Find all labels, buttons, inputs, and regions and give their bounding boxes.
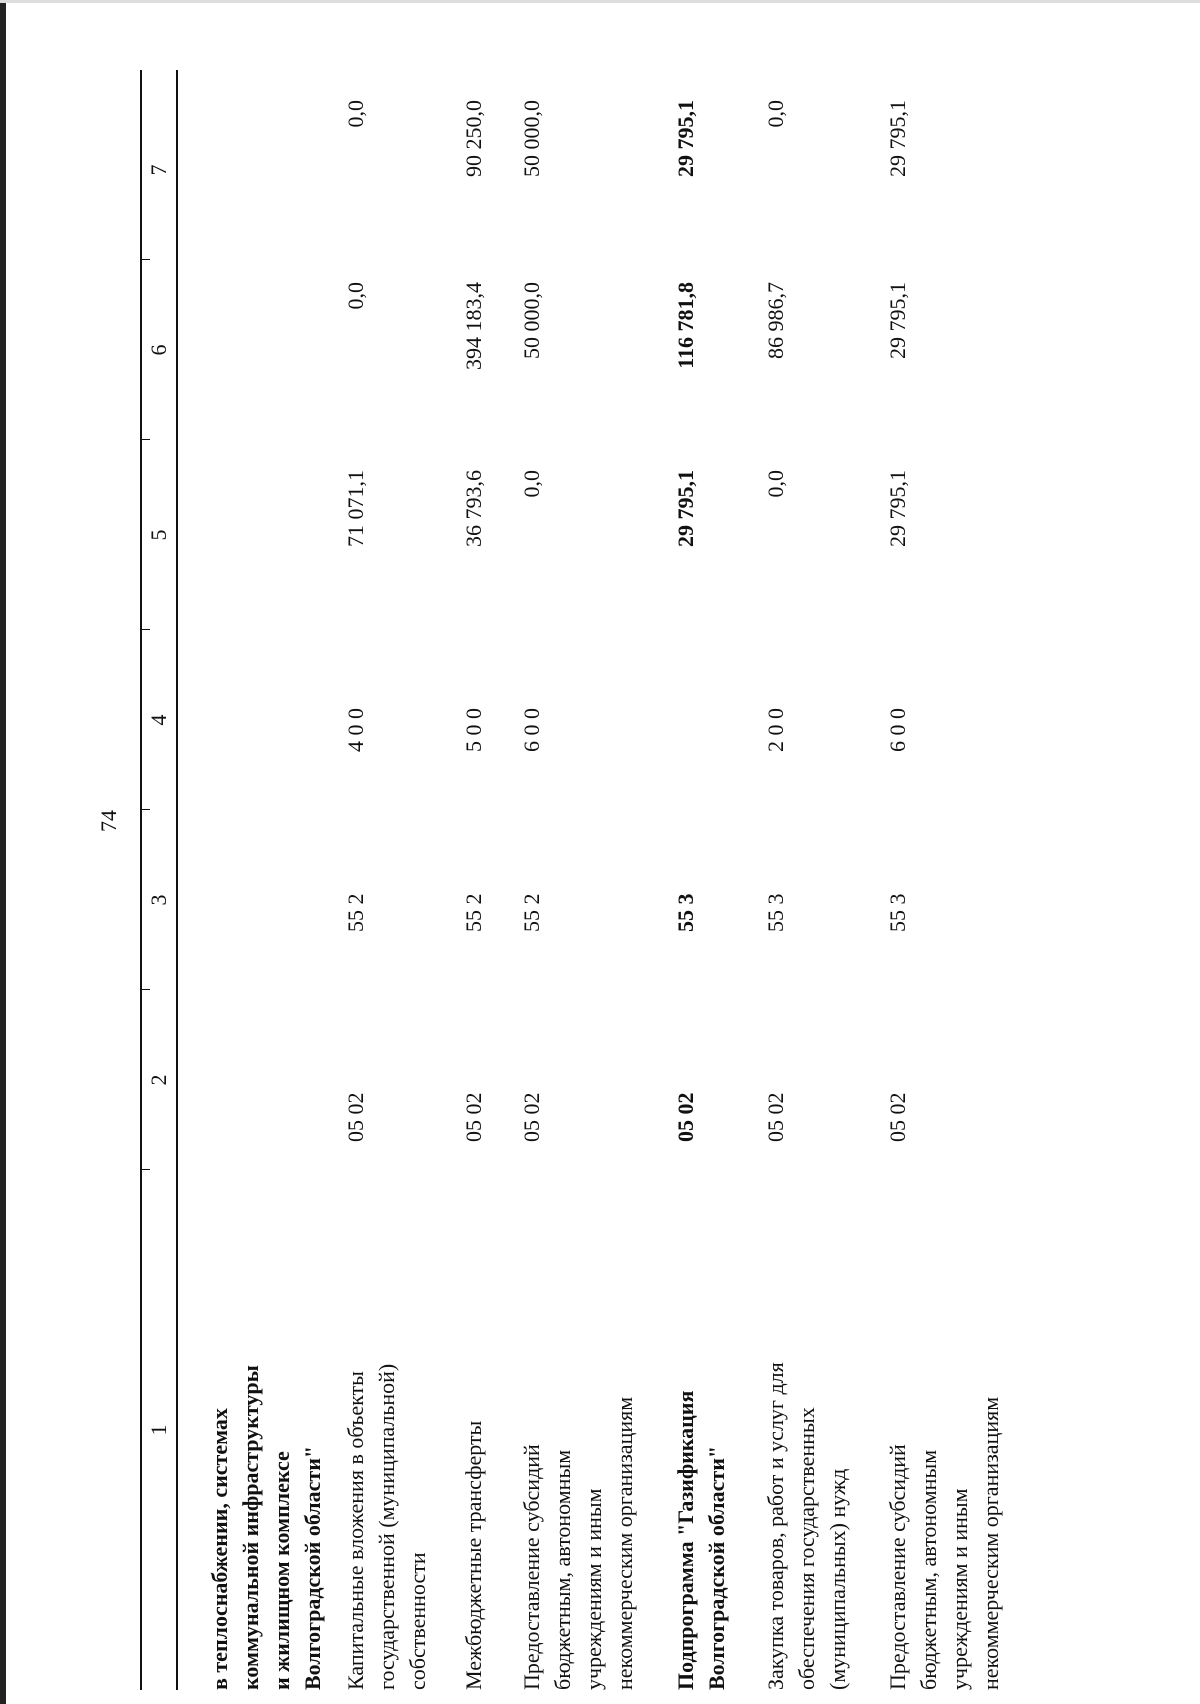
row-value-6: 29 795,1 [885, 282, 910, 359]
row-target-code: 55 2 [343, 893, 368, 932]
col-header-3: 3 [146, 894, 171, 906]
page-number: 74 [96, 810, 121, 832]
row-section-code: 05 02 [763, 1092, 788, 1142]
col-divider [140, 259, 150, 260]
row-value-7: 0,0 [343, 100, 368, 128]
row-name: Подпрограмма "Газификация Волгоградской области" [673, 1390, 729, 1690]
col-header-4: 4 [146, 714, 171, 726]
row-expense-type: 6 0 0 [519, 708, 544, 752]
row-target-code: 55 2 [461, 893, 486, 932]
row-target-code: 55 2 [519, 893, 544, 932]
row-expense-type: 4 0 0 [343, 708, 368, 752]
row-section-code: 05 02 [519, 1092, 544, 1142]
row-expense-type: 5 0 0 [461, 708, 486, 752]
row-value-6: 50 000,0 [519, 282, 544, 359]
scan-edge [0, 0, 6, 1704]
row-value-6: 0,0 [343, 282, 368, 310]
col-header-1: 1 [146, 1424, 171, 1436]
row-target-code: 55 3 [763, 893, 788, 932]
row-value-7: 0,0 [763, 100, 788, 128]
row-value-6: 86 986,7 [763, 282, 788, 359]
row-target-code: 55 3 [885, 893, 910, 932]
col-header-5: 5 [146, 529, 171, 541]
col-divider [140, 809, 150, 810]
row-value-5: 0,0 [763, 470, 788, 498]
row-value-7: 90 250,0 [461, 100, 486, 177]
row-section-code: 05 02 [343, 1092, 368, 1142]
row-value-5: 29 795,1 [885, 470, 910, 547]
row-value-6: 394 183,4 [461, 282, 486, 370]
row-expense-type: 2 0 0 [763, 708, 788, 752]
col-header-7: 7 [146, 164, 171, 176]
row-value-5: 29 795,1 [673, 470, 698, 547]
row-name: Предоставление субсидий бюджетным, автономным учреждениям и иным некоммерческим организациям [519, 1396, 637, 1690]
row-target-code: 55 3 [673, 893, 698, 932]
row-value-7: 29 795,1 [673, 100, 698, 177]
header-bottom-border [176, 70, 178, 1690]
row-value-6: 116 781,8 [673, 282, 698, 369]
row-name: Закупка товаров, работ и услуг для обеспечения государственных (муниципальных) нужд [763, 1362, 850, 1690]
col-divider [140, 989, 150, 990]
row-value-7: 50 000,0 [519, 100, 544, 177]
scan-edge-top [0, 0, 1200, 3]
col-divider [140, 439, 150, 440]
col-header-6: 6 [146, 344, 171, 356]
row-name: в теплоснабжении, системах коммунальной инфраструктуры и жилищном комплексе Волгоградской области" [207, 1365, 325, 1690]
budget-table [140, 70, 1195, 1690]
row-section-code: 05 02 [885, 1092, 910, 1142]
row-value-5: 36 793,6 [461, 470, 486, 547]
row-name: Межбюджетные трансферты [461, 1420, 486, 1690]
col-divider [140, 629, 150, 630]
col-header-2: 2 [146, 1074, 171, 1086]
row-name: Капитальные вложения в объекты государственной (муниципальной) собственности [343, 1363, 430, 1690]
row-value-5: 0,0 [519, 470, 544, 498]
row-name: Предоставление субсидий бюджетным, автономным учреждениям и иным некоммерческим организациям [885, 1396, 1003, 1690]
row-section-code: 05 02 [673, 1092, 698, 1142]
row-expense-type: 6 0 0 [885, 708, 910, 752]
row-section-code: 05 02 [461, 1092, 486, 1142]
col-divider [140, 1169, 150, 1170]
row-value-5: 71 071,1 [343, 470, 368, 547]
table-top-border [140, 70, 142, 1690]
row-value-7: 29 795,1 [885, 100, 910, 177]
